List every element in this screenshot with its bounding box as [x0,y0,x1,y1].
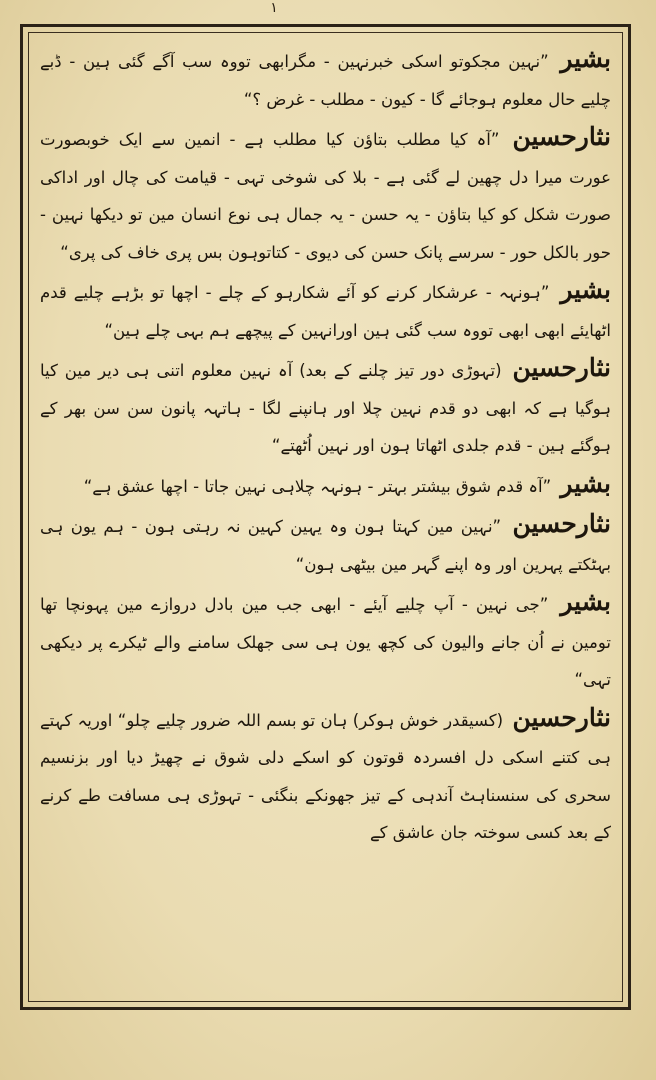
speech-text: ”ہونہہ - عرشکار کرنے کو آئے شکارہو کے چلے - اچھا تو بڑہے چلیے قدم اٹھایئے ابھی ابھی تووہ سب گئی ہین اورانہین کے پیچھے ہم بہی چلے ہین“ [40,283,611,340]
speaker-name: نثارحسین [512,509,611,538]
dialogue-entry-nisar-1 [40,118,611,271]
speech-text: (تہوڑی دور تیز چلنے کے بعد) آہ نہین معلوم اتنی ہی دیر مین کیا ہوگیا ہے کہ ابھی دو قدم نہین چلا اور ہانپنے لگا - ہاتہہ پانون سن سن بھر کے ہوگئے ہین - قدم جلدی اٹھاتا ہون اور نہین اُٹھتے“ [40,361,611,455]
speech-text: ”آہ کیا مطلب بتاؤن کیا مطلب ہے - انمین سے ایک خوبصورت عورت میرا دل چھین لے گئی ہے - بلا کی شوخی تہی - قیامت کی چال اور اداکی صورت شکل کو کیا بتاؤن - یہ حسن - یہ جمال ہی نوع انسان مین تو دیکھا نہین - حور بالکل حور - سرسے پانک حسن کی دیوی - کتاتوہون بس پری خاف کی پری“ [40,130,611,262]
dialogue-text-block [40,40,611,995]
speaker-name: بشیر [560,44,611,73]
dialogue-entry-nisar-4 [40,699,611,852]
dialogue-entry-nisar-3 [40,505,611,583]
dialogue-entry-bashir-3 [40,465,611,506]
dialogue-entry-nisar-2 [40,349,611,465]
speech-text: ”آہ قدم شوق بیشتر بہتر - ہونہہ چلاہی نہین جاتا - اچھا عشق ہے“ [83,476,552,496]
dialogue-entry-bashir-1 [40,40,611,118]
speaker-name: بشیر [560,275,611,304]
speech-text: (کسیقدر خوش ہوکر) ہان تو بسم اللہ ضرور چلیے چلو“ اوریہ کہتے ہی کتنے اسکی دل افسردہ قوتون کو اسکے دلی شوق نے چھیڑ دیا اور بزنسیم سحری کی سنسناہٹ آندہی کے تیز جھونکے بنگئی - تہوڑی ہی مسافت طے کرنے کے بعد کسی سوختہ جان عاشق کے [40,710,611,842]
speaker-name: بشیر [560,468,611,498]
dialogue-entry-bashir-4 [40,583,611,699]
speech-text: ”نہین مین کہتا ہون وہ یہین کہین نہ رہتی ہون - ہم یون ہی بہٹکتے پہرین اور وہ اپنے گہر مین بیٹھی ہون“ [40,517,611,574]
speaker-name: بشیر [560,587,611,616]
speech-text: ”نہین مجکوتو اسکی خبرنہین - مگرابھی تووہ سب آگے گئی ہین - ڈبے چلیے حال معلوم ہوجائے گا - کیون - مطلب - غرض ؟“ [40,52,611,109]
dialogue-entry-bashir-2 [40,271,611,349]
speaker-name: نثارحسین [512,702,611,732]
speaker-name: نثارحسین [512,122,611,151]
speaker-name: نثارحسین [512,353,611,382]
speech-text: ”جی نہین - آپ چلیے آیئے - ابھی جب مین بادل دروازے مین پہونچا تھا تومین نے اُن جانے والیون کی کچھ یون ہی سی جھلک سامنے والے ٹیکرے پر دیکھی تہی“ [40,595,611,689]
page-number: ۱ [270,0,278,16]
